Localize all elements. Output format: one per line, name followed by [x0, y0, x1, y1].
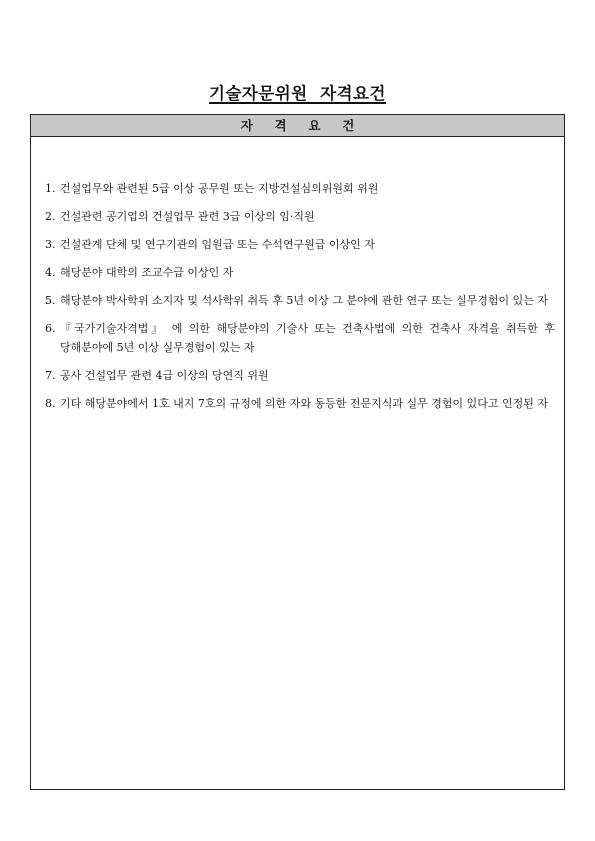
item-number: 3.: [45, 238, 56, 251]
list-item: [45, 263, 555, 282]
item-number: 4.: [45, 266, 56, 279]
item-text: 건설업무와 관련된 5급 이상 공무원 또는 지방건설심의위원회 위원: [60, 182, 379, 195]
requirements-table: [30, 114, 565, 790]
item-number: 2.: [45, 210, 56, 223]
item-number: 1.: [45, 182, 56, 195]
list-item: [45, 207, 555, 226]
list-item: [45, 366, 555, 385]
item-text: 『국가기술자격법』 에 의한 해당분야의 기술사 또는 건축사법에 의한 건축사 자격을 취득한 후 당해분야에 5년 이상 실무경험이 있는 자: [60, 322, 555, 354]
list-item: [45, 291, 555, 310]
item-text: 건설관련 공기업의 건설업무 관련 3급 이상의 임·직원: [60, 210, 315, 223]
requirements-list: [45, 179, 555, 422]
item-text: 건설관계 단체 및 연구기관의 임원급 또는 수석연구원급 이상인 자: [60, 238, 375, 251]
item-text: 기타 해당분야에서 1호 내지 7호의 규정에 의한 자와 동등한 전문지식과 실무 경험이 있다고 인정된 자: [60, 397, 548, 410]
document-title: 기술자문위원 자격요건: [209, 84, 386, 103]
table-header: 자 격 요 건: [31, 115, 564, 137]
item-number: 6.: [45, 322, 56, 335]
item-number: 5.: [45, 294, 56, 307]
item-number: 8.: [45, 397, 56, 410]
item-text: 공사 건설업무 관련 4급 이상의 당연직 위원: [60, 369, 269, 382]
item-text: 해당분야 박사학위 소지자 및 석사학위 취득 후 5년 이상 그 분야에 관한 연구 또는 실무경험이 있는 자: [60, 294, 548, 307]
list-item: [45, 319, 555, 357]
list-item: [45, 394, 555, 413]
item-text: 해당분야 대학의 조교수급 이상인 자: [60, 266, 234, 279]
list-item: [45, 179, 555, 198]
list-item: [45, 235, 555, 254]
item-number: 7.: [45, 369, 56, 382]
